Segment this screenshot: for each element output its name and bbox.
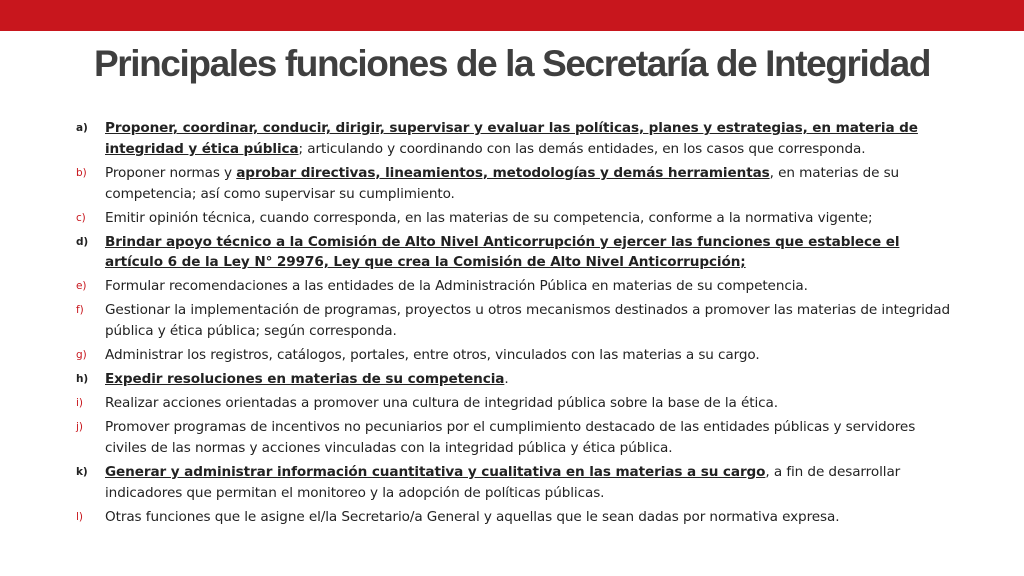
list-item <box>76 208 956 229</box>
list-item <box>76 118 956 160</box>
list-item-text <box>105 232 956 274</box>
list-item-text <box>105 118 956 160</box>
list-item-text: Realizar acciones orientadas a promover una cultura de integridad pública sobre la base de la ética. <box>105 395 778 412</box>
list-item <box>76 462 956 504</box>
list-marker: a) <box>76 122 88 134</box>
functions-list <box>76 118 956 531</box>
list-item-text: Administrar los registros, catálogos, portales, entre otros, vinculados con las materias a su cargo. <box>105 347 760 364</box>
emphasis-text: Generar y administrar información cuantitativa y cualitativa en las materias a su cargo <box>105 463 766 480</box>
list-item <box>76 345 956 366</box>
list-item-text <box>105 369 956 390</box>
list-marker: d) <box>76 235 89 248</box>
list-item-text <box>105 163 956 205</box>
list-marker: g) <box>76 349 87 362</box>
list-item <box>76 369 956 390</box>
list-marker: k) <box>76 465 88 478</box>
body-text: , a fin de desarrollar indicadores que permitan el monitoreo y la adopción de políticas públicas. <box>105 463 901 501</box>
list-marker: i) <box>76 397 83 410</box>
list-item <box>76 393 956 414</box>
list-marker: c) <box>76 211 86 224</box>
list-marker: l) <box>76 510 83 523</box>
list-marker: h) <box>76 373 89 386</box>
body-text: ; articulando y coordinando con las demás entidades, en los casos que corresponda. <box>298 140 866 157</box>
list-item-text: Promover programas de incentivos no pecuniarios por el cumplimiento destacado de las entidades públicas y servidores civiles de las normas y acciones vinculadas con la integridad pública y ética pública. <box>105 419 916 456</box>
list-item <box>76 300 956 342</box>
list-item-text: Gestionar la implementación de programas, proyectos u otros mecanismos destinados a promover las materias de integridad pública y ética pública; según corresponda. <box>105 302 951 340</box>
body-text: , en materias de su competencia; así como supervisar su cumplimiento. <box>105 164 900 202</box>
list-item-text: Formular recomendaciones a las entidades de la Administración Pública en materias de su competencia. <box>105 278 808 295</box>
list-marker: e) <box>76 280 87 293</box>
list-item <box>76 276 956 297</box>
list-marker: f) <box>76 304 84 317</box>
list-item-text: Emitir opinión técnica, cuando corresponda, en las materias de su competencia, conforme a la normativa vigente; <box>105 209 873 226</box>
list-item <box>76 232 956 274</box>
emphasis-text: Brindar apoyo técnico a la Comisión de Alto Nivel Anticorrupción y ejercer las funciones que establece el artículo 6 de la Ley N° 29976, Ley que crea la Comisión de Alto Nivel Anticorrupción; <box>105 233 900 271</box>
body-text: . <box>504 371 509 388</box>
lead-text: Proponer normas y <box>105 164 237 181</box>
list-marker: j) <box>76 421 83 434</box>
emphasis-text: Proponer, coordinar, conducir, dirigir, supervisar y evaluar las políticas, planes y estrategias, en materia de integridad y ética pública <box>105 120 918 157</box>
top-accent-bar <box>0 0 1024 31</box>
emphasis-text: Expedir resoluciones en materias de su competencia <box>105 371 505 388</box>
list-item <box>76 507 956 528</box>
slide-title: Principales funciones de la Secretaría de Integridad <box>93 43 931 84</box>
list-item-text: Otras funciones que le asigne el/la Secretario/a General y aquellas que le sean dadas por normativa expresa. <box>105 508 840 525</box>
list-item-text <box>105 462 956 504</box>
emphasis-text: aprobar directivas, lineamientos, metodologías y demás herramientas <box>236 164 770 181</box>
list-marker: b) <box>76 166 87 179</box>
list-item <box>76 163 956 205</box>
list-item <box>76 417 956 459</box>
